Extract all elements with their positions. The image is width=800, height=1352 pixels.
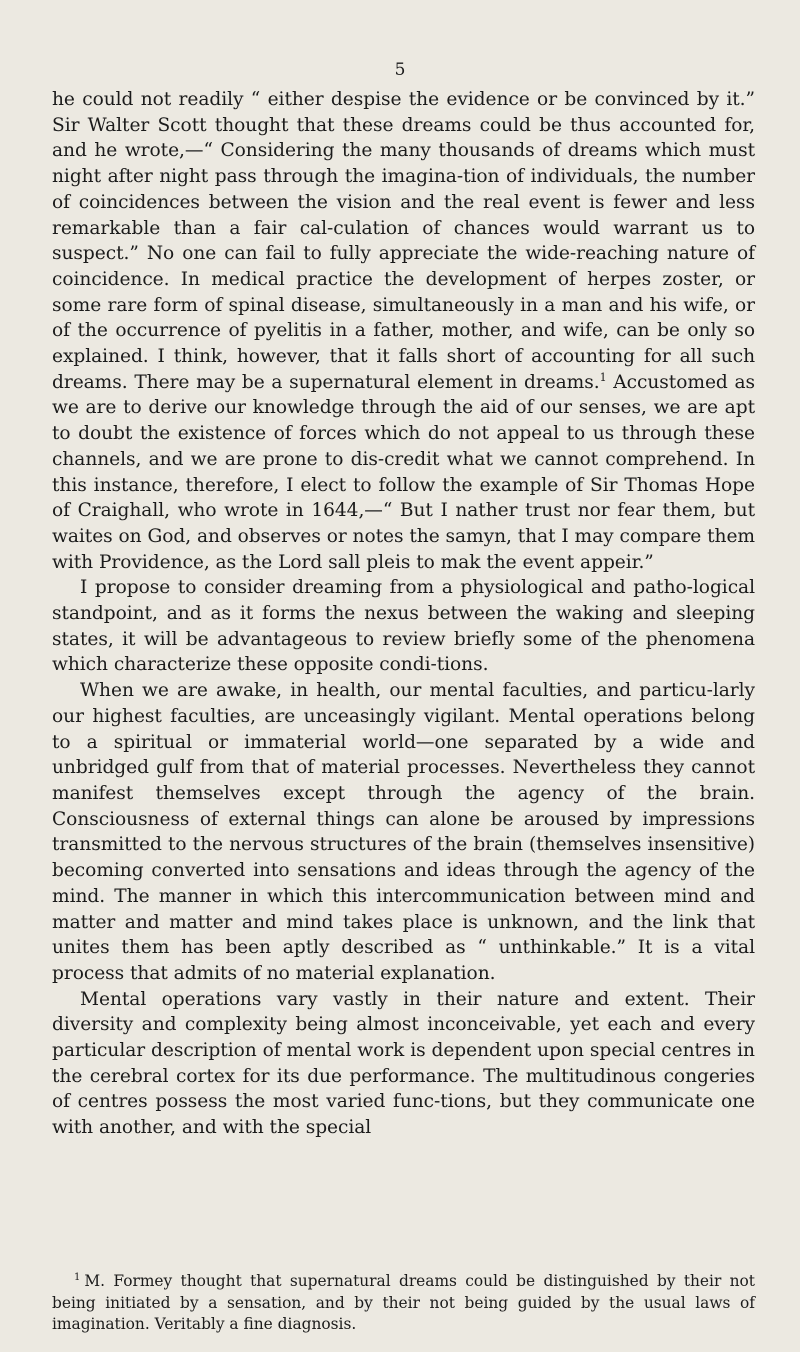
footnote-reference: 1 — [599, 370, 607, 384]
body-text — [52, 87, 755, 1141]
paragraph-1-text-a: he could not readily “ either despise the evidence or be convinced by it.” Sir Walter Scott thought that these dreams could be thus accounted for, and he wrote,—“ Considering the many thousands of dreams which must night after night pass through the imagina-tion of individuals, the number of coincidences between the vision and the real event is fewer and less remarkable than a fair cal-culation of chances would warrant us to suspect.” No one can fail to fully appreciate the wide-reaching nature of coincidence. In medical practice the development of herpes zoster, or some rare form of spinal disease, simultaneously in a man and his wife, or of the occurrence of pyelitis in a father, mother, and wife, can be only so explained. I think, however, that it falls short of accounting for all such dreams. There may be a supernatural element in dreams. — [52, 89, 755, 393]
paragraph-3: When we are awake, in health, our mental faculties, and particu-larly our highest faculties, are unceasingly vigilant. Mental operations belong to a spiritual or immaterial world—one separated by a wide and unbridged gulf from that of material processes. Nevertheless they cannot manifest themselves except through the agency of the brain. Consciousness of external things can alone be aroused by impressions transmitted to the nervous structures of the brain (themselves insensitive) becoming converted into sensations and ideas through the agency of the mind. The manner in which this intercommunication between mind and matter and matter and mind takes place is unknown, and the link that unites them has been aptly described as “ unthinkable.” It is a vital process that admits of no material explanation. — [52, 680, 755, 984]
footnote-marker: 1 — [74, 1272, 81, 1283]
paragraph-2: I propose to consider dreaming from a physiological and patho-logical standpoint, and as it forms the nexus between the waking and sleeping states, it will be advantageous to review briefly some of the phenomena which characterize these opposite condi-tions. — [52, 577, 755, 676]
paragraph-4: Mental operations vary vastly in their nature and extent. Their diversity and complexity being almost inconceivable, yet each and every particular description of mental work is dependent upon special centres in the cerebral cortex for its due performance. The multitudinous congeries of centres possess the most varied func-tions, but they communicate one with another, and with the special — [52, 988, 755, 1139]
paragraph-1 — [52, 87, 755, 575]
footnote-text: M. Formey thought that supernatural dreams could be distinguished by their not being initiated by a sensation, and by their not being guided by the usual laws of imagination. Veritably a fine diagnosis. — [52, 1272, 755, 1334]
paragraph-1-text-b: Accustomed as we are to derive our knowledge through the aid of our senses, we are apt to doubt the existence of forces which do not appeal to us through these channels, and we are prone to dis-credit what we cannot comprehend. In this instance, therefore, I elect to follow the example of Sir Thomas Hope of Craighall, who wrote in 1644,—“ But I nather trust nor fear them, but waites on God, and observes or notes the samyn, that I may compare them with Providence, as the Lord sall pleis to mak the event appeir.” — [52, 371, 755, 573]
page-number: 5 — [394, 60, 406, 80]
footnote — [52, 1271, 755, 1336]
